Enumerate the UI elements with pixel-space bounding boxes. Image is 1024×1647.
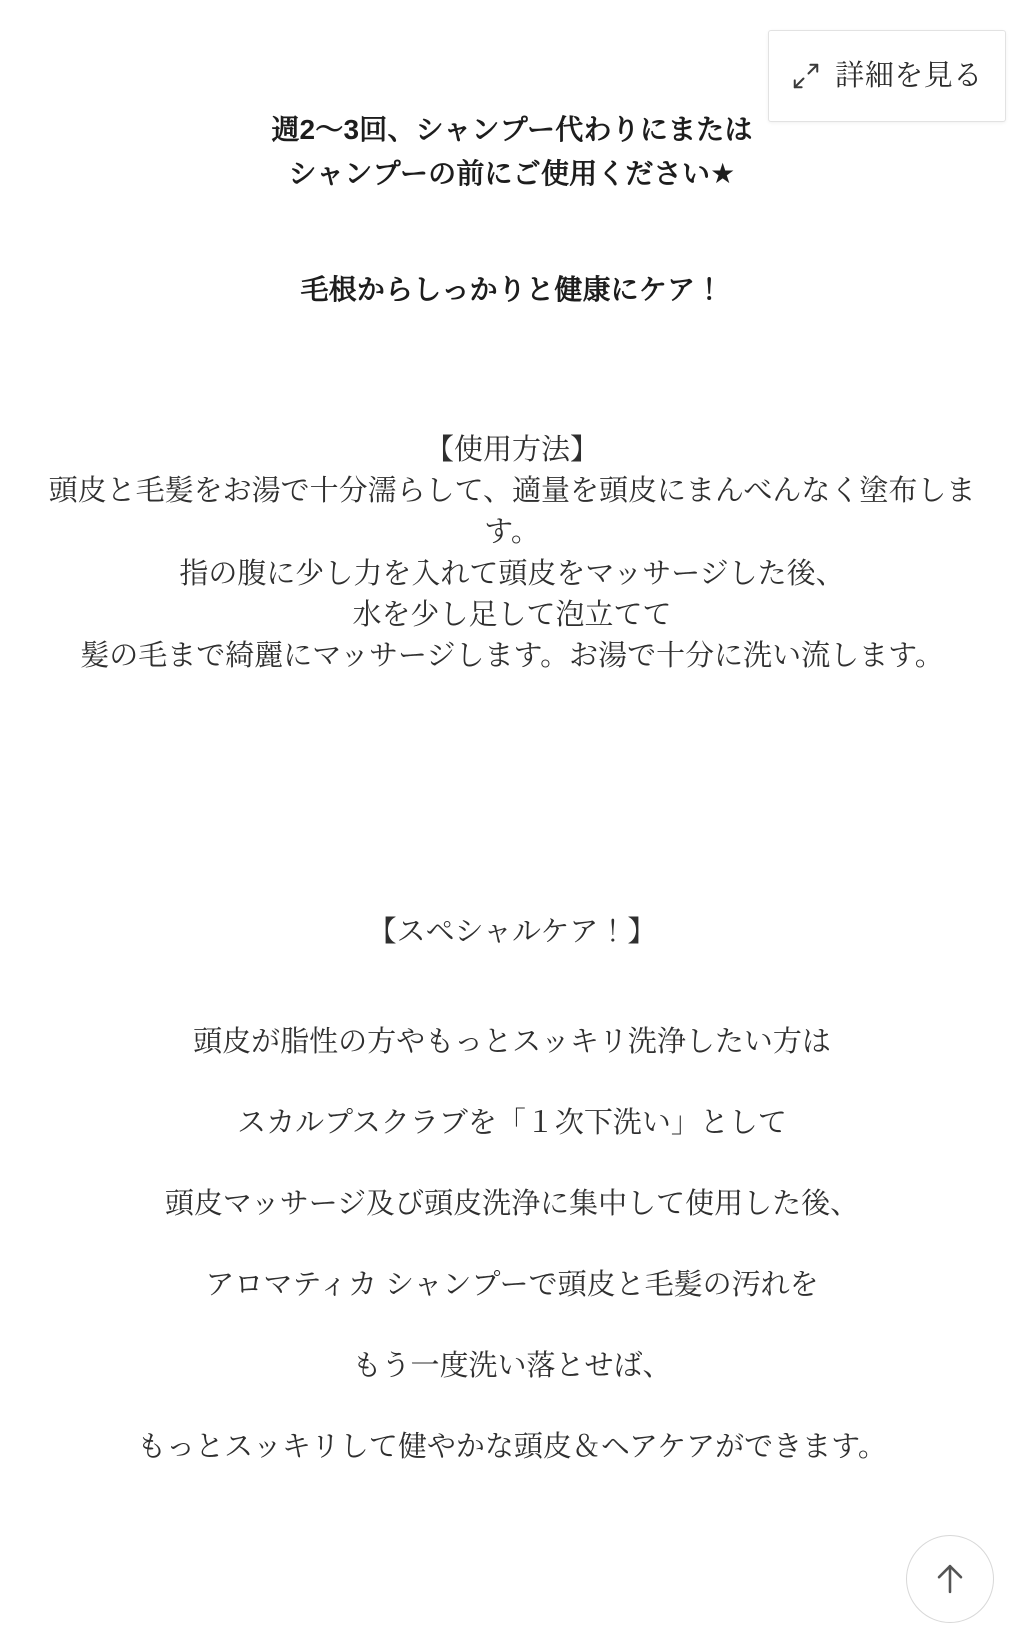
usage-line: 頭皮と毛髪をお湯で十分濡らして、適量を頭皮にまんべんなく塗布しま xyxy=(48,475,976,508)
usage-section xyxy=(0,430,1024,677)
special-care-title: 【スペシャルケア！】 xyxy=(367,916,657,948)
usage-line: 水を少し足して泡立てて xyxy=(352,598,672,631)
scroll-to-top-button[interactable] xyxy=(906,1535,994,1623)
usage-line: 指の腹に少し力を入れて頭皮をマッサージした後、 xyxy=(179,557,845,590)
usage-line: す。 xyxy=(484,516,540,549)
expand-arrows-icon xyxy=(791,61,821,91)
usage-body xyxy=(0,471,1024,677)
subheadline: 毛根からしっかりと健康にケア！ xyxy=(300,274,724,305)
special-care-line: スカルプスクラブを「１次下洗い」として xyxy=(237,1107,787,1139)
usage-title: 【使用方法】 xyxy=(424,434,599,466)
usage-line: 髪の毛まで綺麗にマッサージします。お湯で十分に洗い流します。 xyxy=(80,639,944,672)
headline-line-2: シャンプーの前にご使用ください★ xyxy=(288,158,736,190)
special-care-line: もっとスッキリして健やかな頭皮＆ヘアケアができます。 xyxy=(137,1431,887,1463)
view-details-label: 詳細を見る xyxy=(835,59,983,92)
special-care-line: アロマティカ シャンプーで頭皮と毛髪の汚れを xyxy=(205,1269,819,1301)
headline xyxy=(0,108,1024,196)
special-care-line: 頭皮マッサージ及び頭皮洗浄に集中して使用した後、 xyxy=(164,1188,860,1220)
arrow-up-icon xyxy=(928,1557,972,1601)
special-care-line: もう一度洗い落とせば、 xyxy=(352,1350,672,1382)
headline-line-1: 週2〜3回、シャンプー代わりにまたは xyxy=(271,114,753,145)
special-care-line: 頭皮が脂性の方やもっとスッキリ洗浄したい方は xyxy=(193,1026,831,1058)
special-care-body xyxy=(0,1028,1024,1462)
